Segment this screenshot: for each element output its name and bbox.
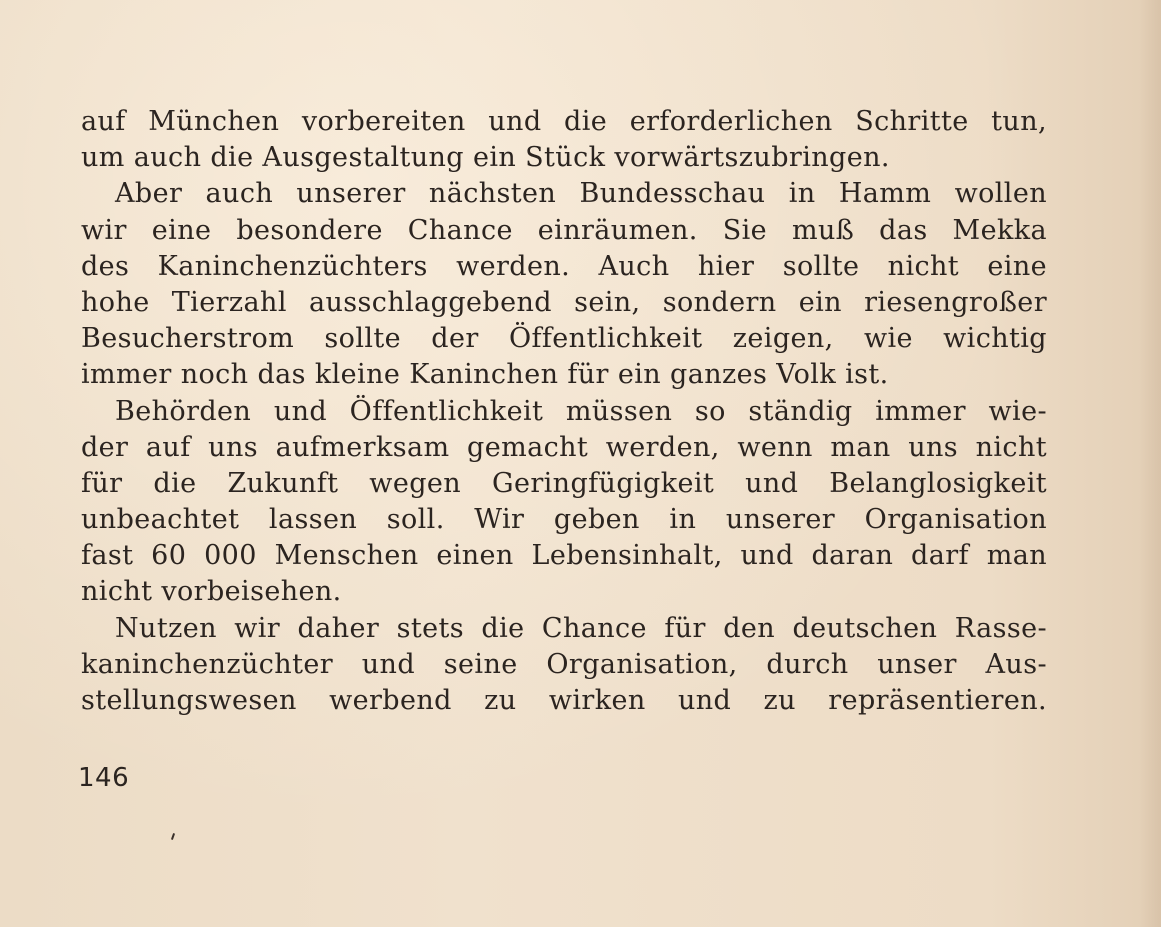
text-line: Nutzen wir daher stets die Chance für den deutschen Rasse- <box>115 612 1047 644</box>
text-line: hohe Tierzahl ausschlaggebend sein, sondern ein riesengroßer <box>81 286 1047 318</box>
text-line: stellungswesen werbend zu wirken und zu repräsentieren. <box>81 685 1047 716</box>
text-line: der auf uns aufmerksam gemacht werden, wenn man uns nicht <box>81 431 1047 463</box>
text-line: fast 60 000 Menschen einen Lebensinhalt, und daran darf man <box>81 540 1047 572</box>
text-line: kaninchenzüchter und seine Organisation, durch unser Aus- <box>81 648 1047 680</box>
text-line: des Kaninchenzüchters werden. Auch hier sollte nicht eine <box>81 250 1047 282</box>
text-line: um auch die Ausgestaltung ein Stück vorwärtszubringen. <box>81 142 890 174</box>
paper-speck <box>171 833 175 840</box>
text-line: auf München vorbereiten und die erforderlichen Schritte tun, <box>81 106 1047 137</box>
text-line: wir eine besondere Chance einräumen. Sie muß das Mekka <box>81 214 1047 246</box>
page-edge-shadow <box>1139 0 1161 927</box>
text-line: für die Zukunft wegen Geringfügigkeit und Belanglosigkeit <box>81 467 1047 499</box>
text-line: unbeachtet lassen soll. Wir geben in unserer Organisation <box>81 504 1047 536</box>
text-line: immer noch das kleine Kaninchen für ein ganzes Volk ist. <box>81 359 889 391</box>
text-line: Behörden und Öffentlichkeit müssen so ständig immer wie- <box>115 395 1047 427</box>
text-line: nicht vorbeisehen. <box>81 576 342 608</box>
body-text <box>81 104 1047 719</box>
text-line: Besucherstrom sollte der Öffentlichkeit zeigen, wie wichtig <box>81 323 1047 355</box>
text-line: Aber auch unserer nächsten Bundesschau in Hamm wollen <box>115 178 1047 210</box>
page-number: 146 <box>78 763 130 793</box>
